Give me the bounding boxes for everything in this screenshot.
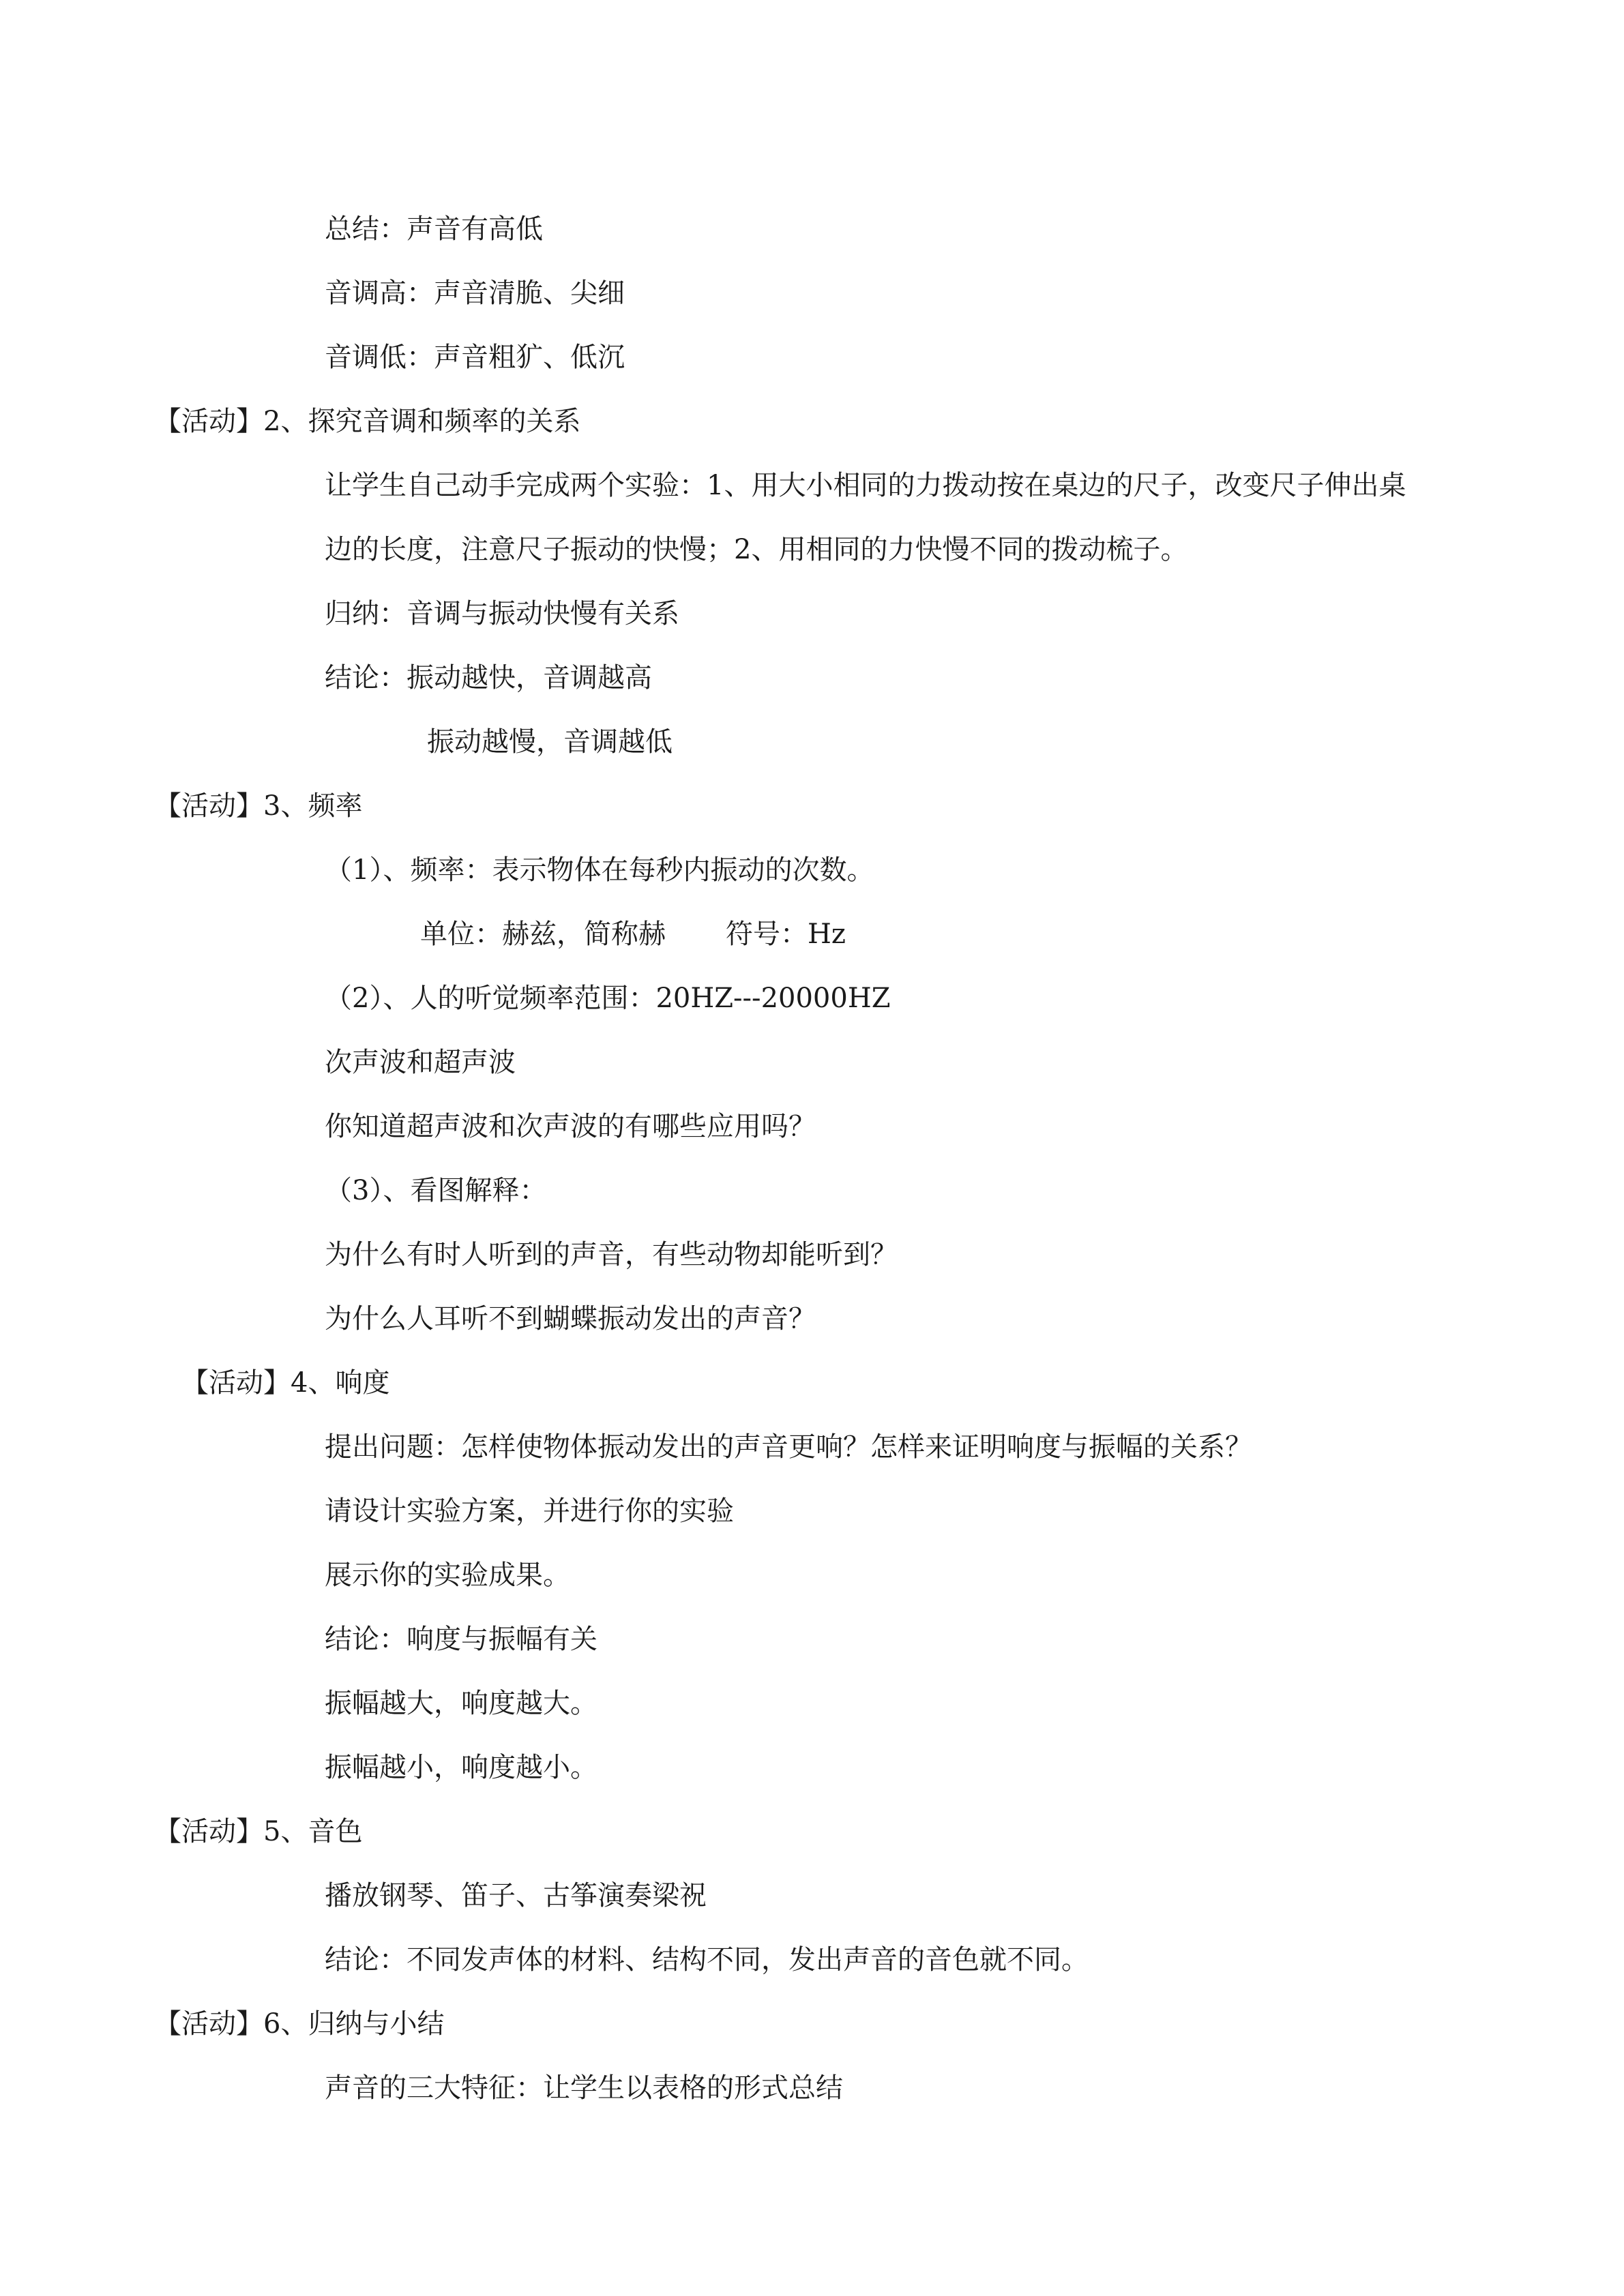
section-heading: 【活动】6、归纳与小结 <box>154 2008 445 2040</box>
text-line: 播放钢琴、笛子、古筝演奏梁祝 <box>325 1880 707 1911</box>
text-line: 归纳：音调与振动快慢有关系 <box>325 598 679 629</box>
text-line: 你知道超声波和次声波的有哪些应用吗？ <box>325 1111 816 1142</box>
text-line: 边的长度，注意尺子振动的快慢；2、用相同的力快慢不同的拨动梳子。 <box>325 534 1188 565</box>
section-heading: 【活动】4、响度 <box>181 1367 390 1399</box>
text-line: 符号：Hz <box>726 919 846 950</box>
text-line: 结论：不同发声体的材料、结构不同，发出声音的音色就不同。 <box>325 1944 1089 1976</box>
text-line: 音调低：声音粗犷、低沉 <box>325 342 625 373</box>
section-heading: 【活动】2、探究音调和频率的关系 <box>154 406 581 437</box>
text-line: 音调高：声音清脆、尖细 <box>325 278 625 309</box>
text-line: 次声波和超声波 <box>325 1047 516 1078</box>
text-line: （1）、频率：表示物体在每秒内振动的次数。 <box>325 854 874 886</box>
text-line: 振幅越大，响度越大。 <box>325 1688 597 1719</box>
section-heading: 【活动】5、音色 <box>154 1816 363 1847</box>
section-heading: 【活动】3、频率 <box>154 790 363 822</box>
text-line: （2）、人的听觉频率范围：20HZ---20000HZ <box>325 983 891 1014</box>
text-line: 结论：响度与振幅有关 <box>325 1624 597 1655</box>
text-line: 总结：声音有高低 <box>325 213 543 245</box>
text-line: 振幅越小，响度越小。 <box>325 1752 597 1783</box>
text-line: 为什么有时人听到的声音，有些动物却能听到？ <box>325 1239 898 1270</box>
text-line: 为什么人耳听不到蝴蝶振动发出的声音？ <box>325 1303 816 1335</box>
text-line: 提出问题：怎样使物体振动发出的声音更响？怎样来证明响度与振幅的关系？ <box>325 1431 1252 1463</box>
text-line: 让学生自己动手完成两个实验：1、用大小相同的力拨动按在桌边的尺子，改变尺子伸出桌 <box>325 470 1406 501</box>
text-line: 结论：振动越快，音调越高 <box>325 662 652 694</box>
text-line: 振动越慢，音调越低 <box>427 726 673 758</box>
text-line: 请设计实验方案，并进行你的实验 <box>325 1495 734 1527</box>
text-line: （3）、看图解释： <box>325 1175 547 1206</box>
text-line: 声音的三大特征：让学生以表格的形式总结 <box>325 2072 843 2104</box>
text-line: 展示你的实验成果。 <box>325 1560 570 1591</box>
text-line: 单位：赫兹，简称赫 <box>420 919 666 950</box>
